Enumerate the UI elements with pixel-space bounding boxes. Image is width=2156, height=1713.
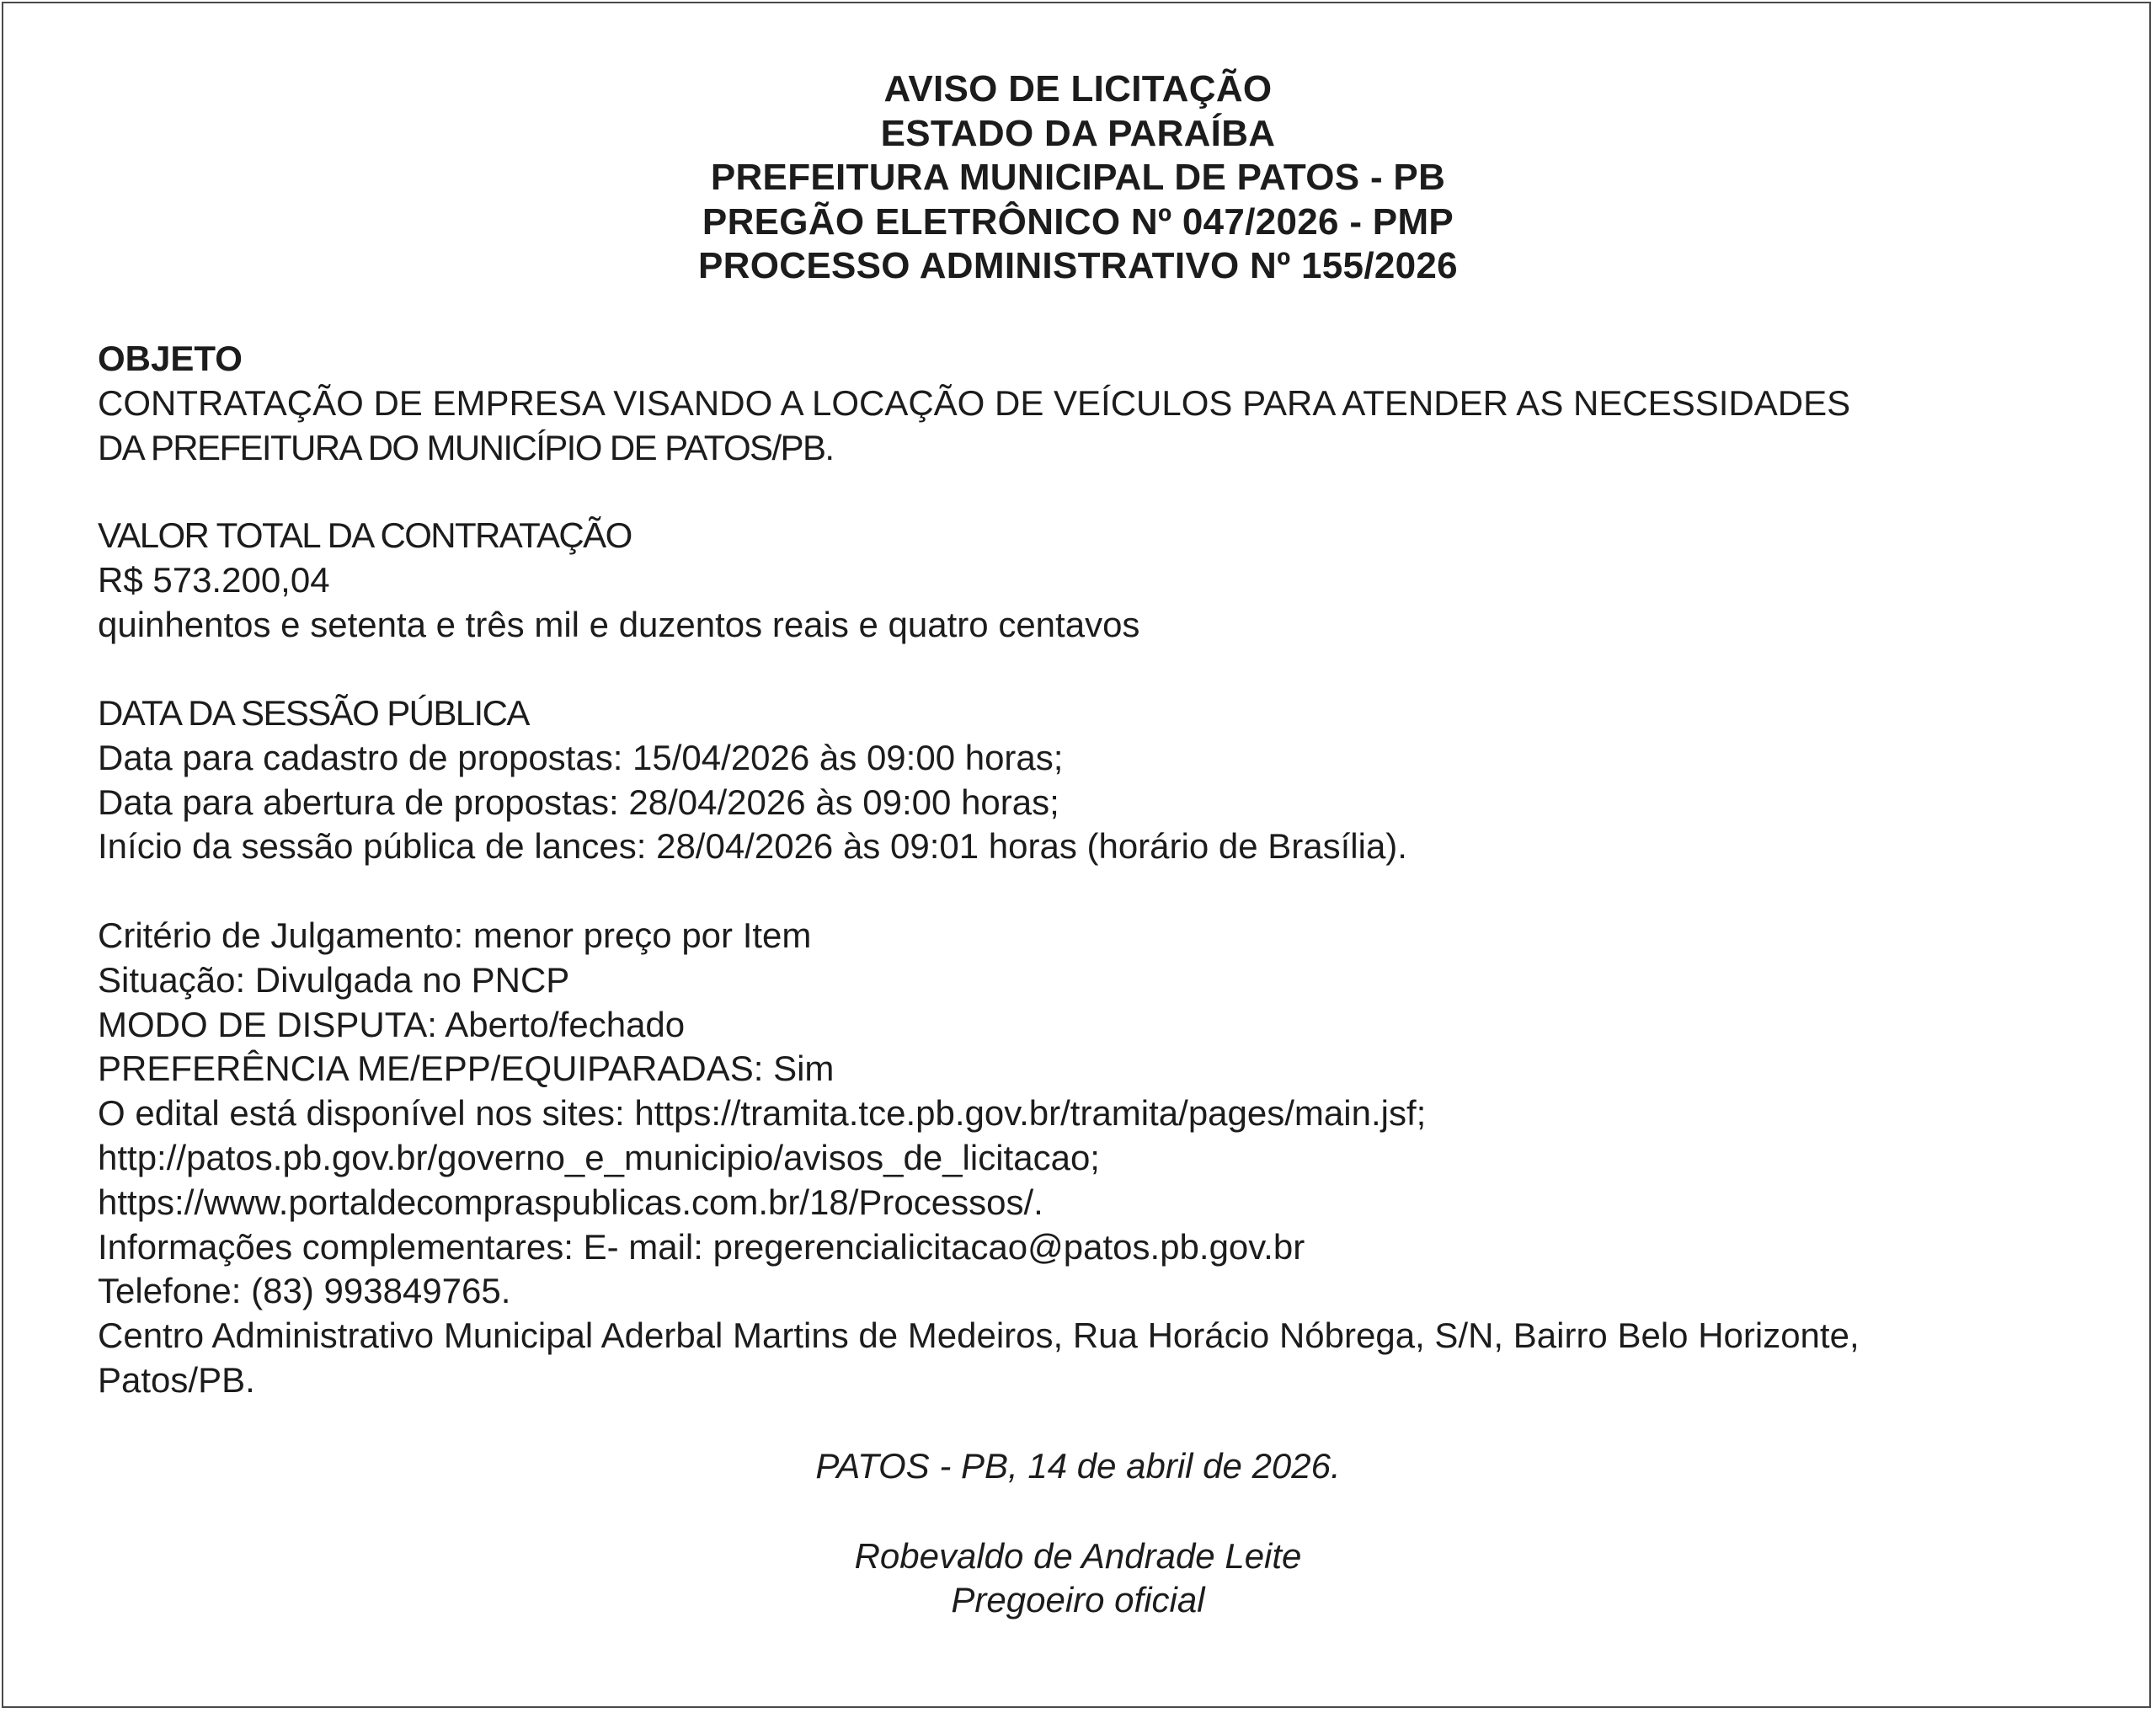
- contact-phone: Telefone: (83) 993849765.: [98, 1271, 511, 1311]
- edital-sites: O edital está disponível nos sites: https://tramita.tce.pb.gov.br/tramita/pages/main.jsf;: [98, 1093, 1427, 1134]
- contact-email: Informações complementares: E- mail: pregerencialicitacao@patos.pb.gov.br: [98, 1226, 1305, 1267]
- signer-role: Pregoeiro oficial: [951, 1580, 1205, 1620]
- signature-block: [0, 1534, 2156, 1622]
- valor-heading: VALOR TOTAL DA CONTRATAÇÃO: [98, 515, 632, 555]
- address-line2: Patos/PB.: [98, 1359, 255, 1400]
- closing-date: [0, 1444, 2156, 1488]
- objeto-text-line1: CONTRATAÇÃO DE EMPRESA VISANDO A LOCAÇÃO DE VEÍCULOS PARA ATENDER AS NECESSIDADES: [98, 382, 1851, 423]
- signer-name: Robevaldo de Andrade Leite: [854, 1536, 1302, 1576]
- situacao: Situação: Divulgada no PNCP: [98, 959, 570, 1000]
- closing-date-text: PATOS - PB, 14 de abril de 2026.: [815, 1446, 1341, 1486]
- address-line1: Centro Administrativo Municipal Aderbal Martins de Medeiros, Rua Horácio Nóbrega, S/N, Bairro Belo Horizonte,: [98, 1315, 1860, 1356]
- info-section: [98, 914, 2058, 1403]
- sessao-abertura: Data para abertura de propostas: 28/04/2026 às 09:00 horas;: [98, 782, 1059, 822]
- edital-site-2: http://patos.pb.gov.br/governo_e_municipio/avisos_de_licitacao;: [98, 1137, 1100, 1177]
- valor-extenso: quinhentos e setenta e três mil e duzentos reais e quatro centavos: [98, 604, 1140, 644]
- sessao-section: [98, 691, 2058, 869]
- municipality-name: PREFEITURA MUNICIPAL DE PATOS - PB: [710, 157, 1446, 198]
- modo-disputa: MODO DE DISPUTA: Aberto/fechado: [98, 1004, 686, 1044]
- preferencia: PREFERÊNCIA ME/EPP/EQUIPARADAS: Sim: [98, 1049, 835, 1089]
- state-name: ESTADO DA PARAÍBA: [880, 112, 1276, 154]
- notice-title: AVISO DE LICITAÇÃO: [883, 68, 1273, 109]
- valor-section: [98, 514, 2058, 647]
- objeto-text-line2: DA PREFEITURA DO MUNICÍPIO DE PATOS/PB.: [98, 427, 834, 467]
- sessao-inicio: Início da sessão pública de lances: 28/04/2026 às 09:01 horas (horário de Brasília).: [98, 826, 1407, 867]
- edital-site-3: https://www.portaldecompraspublicas.com.br/18/Processos/.: [98, 1182, 1043, 1222]
- objeto-heading: OBJETO: [98, 339, 243, 378]
- sessao-heading: DATA DA SESSÃO PÚBLICA: [98, 693, 529, 733]
- criterio-julgamento: Critério de Julgamento: menor preço por Item: [98, 915, 812, 955]
- sessao-cadastro: Data para cadastro de propostas: 15/04/2026 às 09:00 horas;: [98, 737, 1064, 777]
- auction-number: PREGÃO ELETRÔNICO Nº 047/2026 - PMP: [702, 200, 1454, 243]
- objeto-section: [98, 337, 2058, 470]
- process-number: PROCESSO ADMINISTRATIVO Nº 155/2026: [698, 245, 1458, 286]
- valor-amount: R$ 573.200,04: [98, 559, 330, 600]
- notice-header: [0, 67, 2156, 289]
